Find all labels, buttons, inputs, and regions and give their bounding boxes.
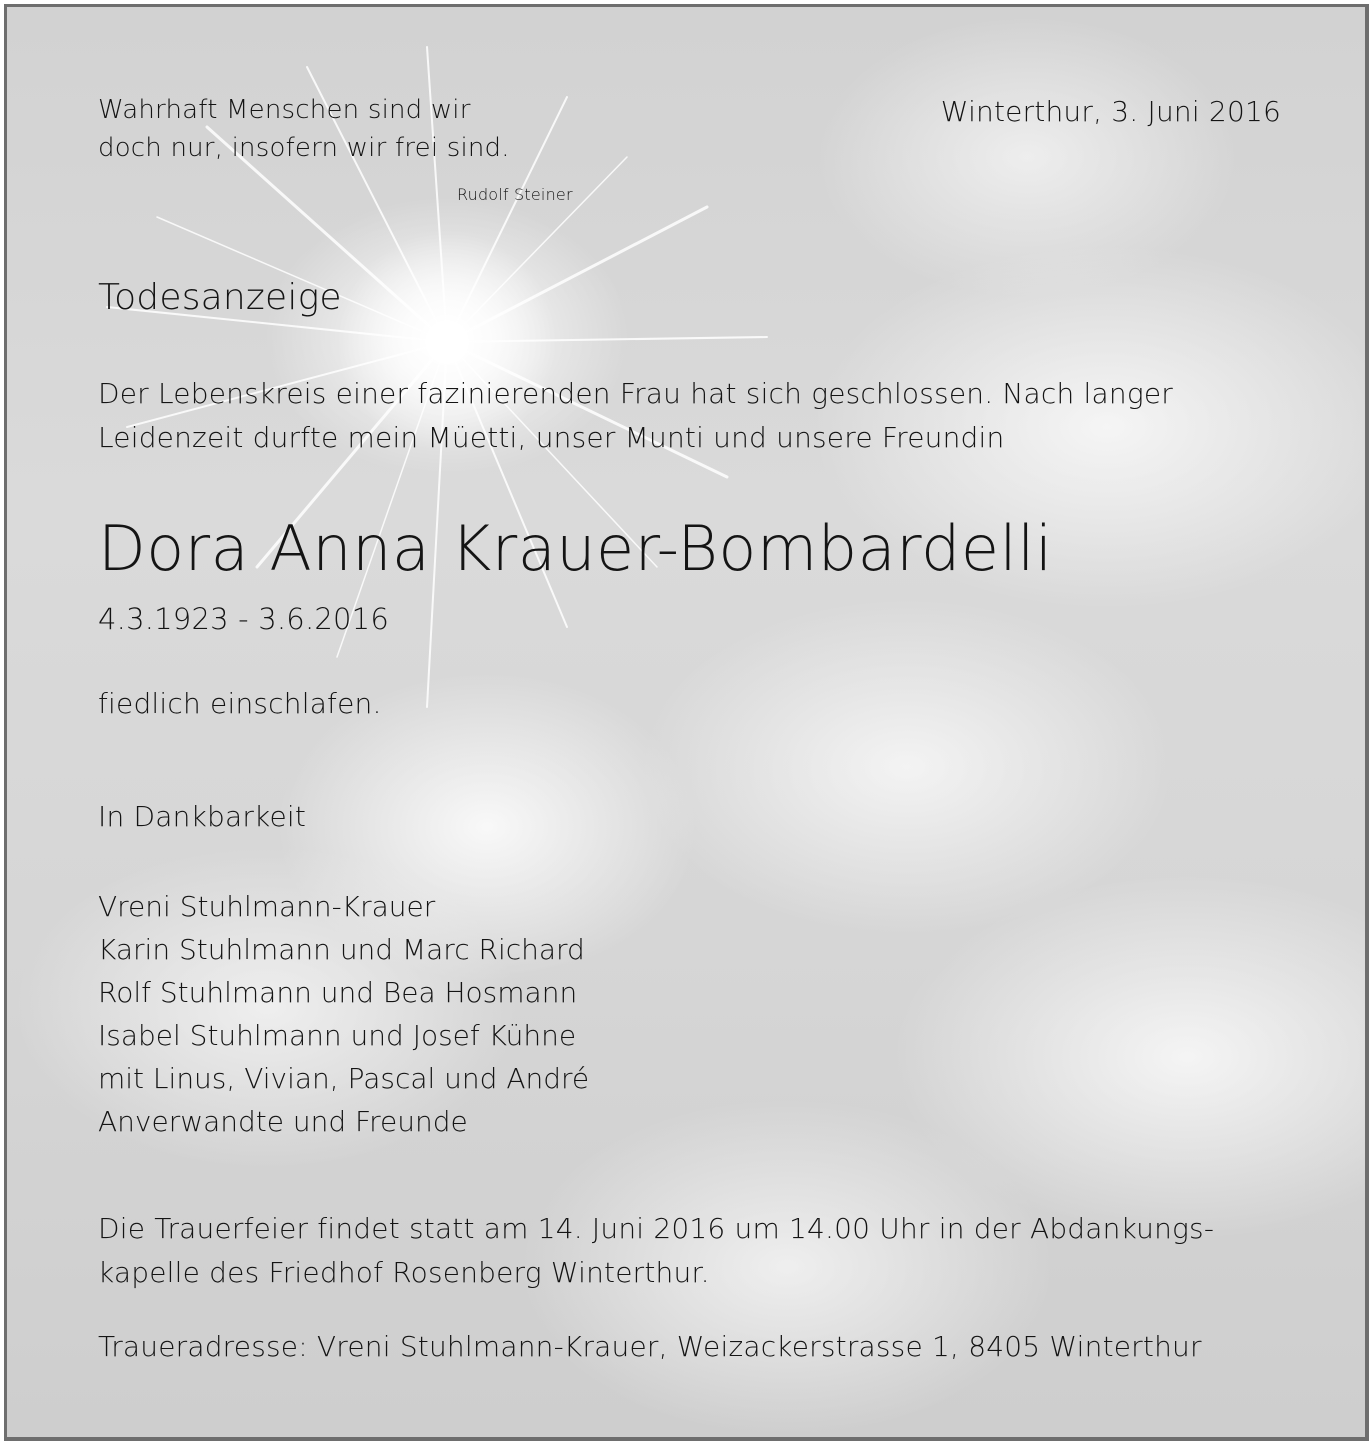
place-date: Winterthur, 3. Juni 2016 <box>940 95 1281 128</box>
mourning-address: Traueradresse: Vreni Stuhlmann-Krauer, Weizackerstrasse 1, 8405 Winterthur <box>98 1330 1202 1363</box>
sun-core <box>425 320 469 364</box>
deceased-name: Dora Anna Krauer-Bombardelli <box>98 512 1053 585</box>
farewell-text: fiedlich einschlafen. <box>98 687 382 720</box>
mourner-item: Karin Stuhlmann und Marc Richard <box>98 933 585 966</box>
quote-line-1: Wahrhaft Menschen sind wir <box>98 95 471 125</box>
life-dates: 4.3.1923 - 3.6.2016 <box>98 602 389 636</box>
mourner-item: Isabel Stuhlmann und Josef Kühne <box>98 1019 577 1052</box>
obituary-notice <box>4 4 1369 1441</box>
intro-line-2: Leidenzeit durfte mein Müetti, unser Munti und unsere Freundin <box>98 421 1005 454</box>
gratitude-text: In Dankbarkeit <box>98 800 307 833</box>
quote-line-2: doch nur, insofern wir frei sind. <box>98 133 510 163</box>
notice-heading: Todesanzeige <box>98 277 342 318</box>
ceremony-line-1: Die Trauerfeier findet statt am 14. Juni 2016 um 14.00 Uhr in der Abdankungs- <box>98 1212 1215 1245</box>
mourner-item: Rolf Stuhlmann und Bea Hosmann <box>98 976 578 1009</box>
mourner-item: Anverwandte und Freunde <box>98 1105 468 1138</box>
ceremony-line-2: kapelle des Friedhof Rosenberg Winterthur. <box>98 1256 710 1289</box>
mourner-item: Vreni Stuhlmann-Krauer <box>98 890 436 923</box>
mourner-item: mit Linus, Vivian, Pascal und André <box>98 1062 590 1095</box>
intro-line-1: Der Lebenskreis einer fazinierenden Frau hat sich geschlossen. Nach langer <box>98 377 1173 410</box>
quote-author: Rudolf Steiner <box>457 185 573 204</box>
mourners-list <box>98 885 589 1143</box>
